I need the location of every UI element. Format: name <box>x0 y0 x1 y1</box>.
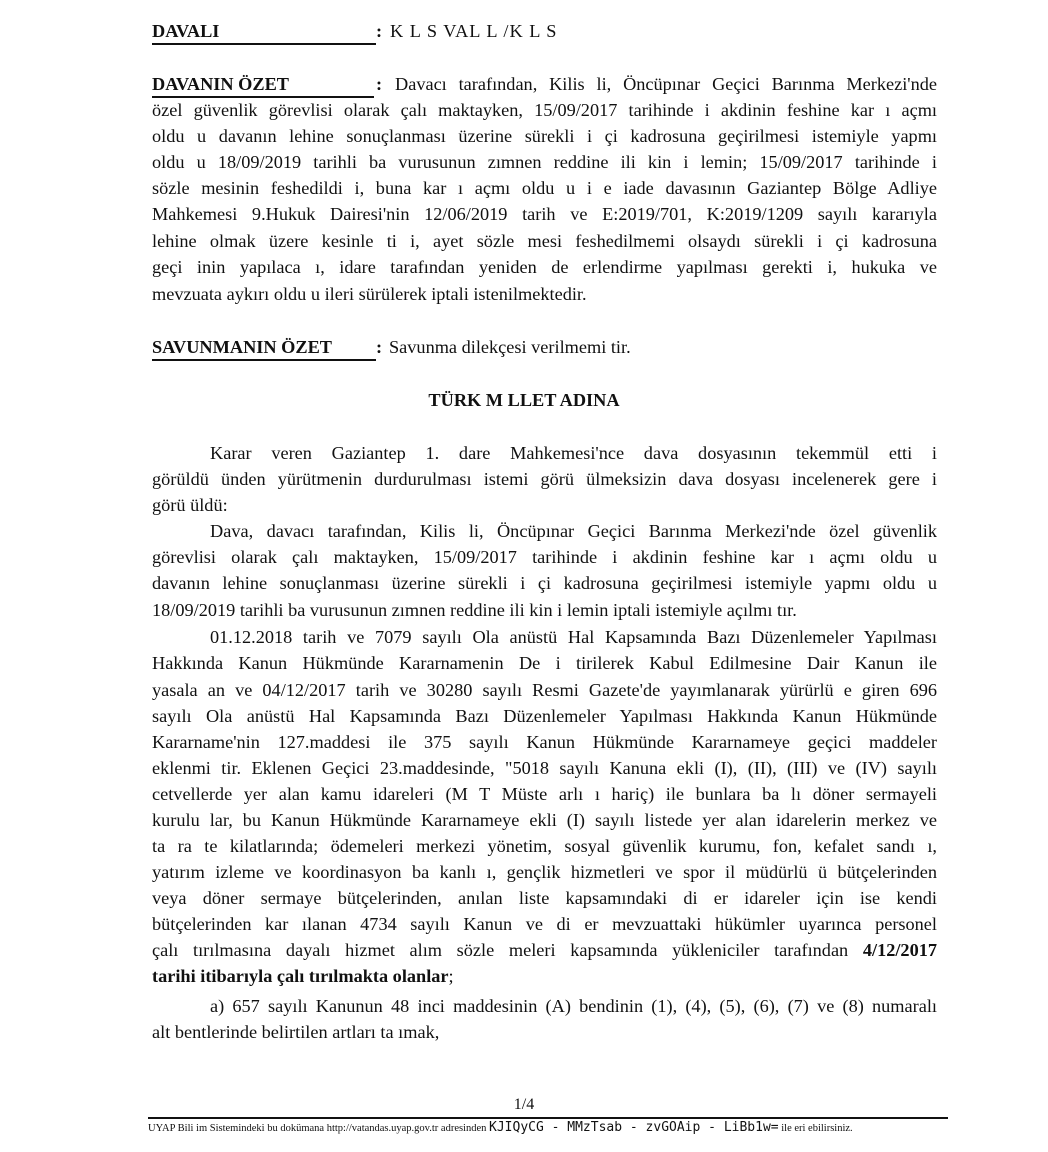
bold-phrase: tarihi itibarıyla çalı tırılmakta olanlar <box>152 966 449 986</box>
body-line: Karar veren Gaziantep 1. dare Mahkemesi'nce dava dosyasının tekemmül etti i <box>210 443 937 463</box>
footer-code: KJIQyCG - MMzTsab - zvGOAip - LiBb1w= <box>489 1120 779 1135</box>
body-line: görevlisi olarak çalı maktayken, 15/09/2017 tarihinde i akdinin feshine kar ı açmı oldu u <box>152 547 937 567</box>
savunma-label: SAVUNMANIN ÖZET <box>152 337 332 357</box>
davali-underline <box>152 43 376 45</box>
body-line: görü üldü: <box>152 495 228 515</box>
body-line: davanın lehine sonuçlanması üzerine sürekli i çi kadrosuna geçirilmesi istemiyle yapmı oldu u <box>152 573 937 593</box>
savunma-value: Savunma dilekçesi verilmemi tir. <box>389 337 631 357</box>
body-line: kurulu lar, bu Kanun Hükmünde Kararnameye ekli (I) sayılı listede yer alan idarelerin merkez ve <box>152 810 937 830</box>
ozet-line: Davacı tarafından, Kilis li, Öncüpınar Geçici Barınma Merkezi'nde <box>395 74 937 94</box>
body-line: Hakkında Kanun Hükmünde Kararnamenin De i tirilerek Kabul Edilmesine Dair Kanun ile <box>152 653 937 673</box>
body-line: görüldü ünden yürütmenin durdurulması istemi görü ülmeksizin dava dosyası incelenerek gere i <box>152 469 937 489</box>
body-line: ta ra te kilatlarında; ödemeleri merkezi yönetim, sosyal güvenlik kurumu, fon, kefalet sandı ı, <box>152 836 937 856</box>
davanin-ozet-sep: : <box>376 74 383 94</box>
ozet-line: mevzuata aykırı oldu u ileri sürülerek iptali istenilmektedir. <box>152 284 587 304</box>
page-number: 1/4 <box>513 1096 535 1113</box>
davali-sep: : <box>376 21 383 41</box>
body-line: alt bentlerinde belirtilen artları ta ımak, <box>152 1022 440 1042</box>
ozet-line: geçi inin yapılaca ı, idare tarafından yeniden de erlendirme yapılması gerekti i, hukuka ve <box>152 257 937 277</box>
davali-value: K L S VAL L /K L S <box>390 21 558 41</box>
davali-label: DAVALI <box>152 21 220 41</box>
ozet-line: Mahkemesi 9.Hukuk Dairesi'nin 12/06/2019 tarih ve E:2019/701, K:2019/1209 sayılı kararıyla <box>152 204 937 224</box>
bold-date: 4/12/2017 <box>862 940 937 960</box>
body-line: veya döner sermaye bütçelerinden, anılan liste kapsamındaki di er idareler için ise kendi <box>152 888 937 908</box>
body-line: 01.12.2018 tarih ve 7079 sayılı Ola anüstü Hal Kapsamında Bazı Düzenlemeler Yapılması <box>210 627 937 647</box>
body-line <box>152 937 937 963</box>
body-line: bütçelerinden kar ılanan 4734 sayılı Kanun ve di er mevzuattaki hükümler uyarınca personel <box>152 914 937 934</box>
body-line-tail: ; <box>448 966 454 986</box>
body-line: yasala an ve 04/12/2017 tarih ve 30280 sayılı Resmi Gazete'de yayımlanarak yürürlü e giren 696 <box>152 680 937 700</box>
body-line: a) 657 sayılı Kanunun 48 inci maddesinin (A) bendinin (1), (4), (5), (6), (7) ve (8) numaralı <box>210 996 937 1016</box>
body-line: yatırım izleme ve koordinasyon ba kanlı ı, gençlik hizmetleri ve spor il müdürlü ü bütçelerinden <box>152 862 937 882</box>
body-line: eklenmi tir. Eklenen Geçici 23.maddesinde, "5018 sayılı Kanuna ekli (I), (II), (III) ve (IV) sayılı <box>152 758 937 778</box>
body-line: sayılı Ola anüstü Hal Kapsamında Bazı Düzenlemeler Yapılması Hakkında Kanun Hükmünde <box>152 706 937 726</box>
footer-text: UYAP Bili im Sistemindeki bu dokümana http://vatandas.uyap.gov.tr adresinden <box>148 1123 487 1134</box>
body-line: 18/09/2019 tarihli ba vurusunun zımnen reddine ili kin i lemin iptali istemiyle açılmı tır. <box>152 600 797 620</box>
ozet-line: oldu u davanın lehine sonuçlanması üzerine sürekli i çi kadrosuna geçirilmesi istemiyle yapmı <box>152 126 937 146</box>
body-line-text: çalı tırılmasına dayalı hizmet alım sözle meleri kapsamında yükleniciler tarafından <box>152 940 849 960</box>
ozet-line: lehine olmak üzere kesinle ti i, ayet sözle mesi feshedilmemi olsaydı sürekli i çi kadrosuna <box>152 231 937 251</box>
savunma-underline <box>152 359 376 361</box>
davanin-ozet-label: DAVANIN ÖZET <box>152 74 289 94</box>
footer <box>148 1121 948 1136</box>
body-line: cetvellerde yer alan kamu idareleri (M T Müste arlı ı hariç) ile bunlara ba lı döner sermayeli <box>152 784 937 804</box>
savunma-sep: : <box>376 337 383 357</box>
body-line <box>152 963 937 989</box>
body-line: Dava, davacı tarafından, Kilis li, Öncüpınar Geçici Barınma Merkezi'nde özel güvenlik <box>210 521 937 541</box>
page-title: TÜRK M LLET ADINA <box>428 390 620 410</box>
footer-text-end: ile eri ebilirsiniz. <box>781 1123 853 1134</box>
ozet-line: oldu u 18/09/2019 tarihli ba vurusunun zımnen reddine ili kin i lemin; 15/09/2017 tarihinde i <box>152 152 937 172</box>
body-line: Kararname'nin 127.maddesi ile 375 sayılı Kanun Hükmünde Kararnameye geçici maddeler <box>152 732 937 752</box>
ozet-line: sözle mesinin feshedildi i, buna kar ı açmı oldu u i e iade davasının Gaziantep Bölge Adliye <box>152 178 937 198</box>
footer-divider <box>148 1117 948 1119</box>
ozet-line: özel güvenlik görevlisi olarak çalı maktayken, 15/09/2017 tarihinde i akdinin feshine kar ı açmı <box>152 100 937 120</box>
